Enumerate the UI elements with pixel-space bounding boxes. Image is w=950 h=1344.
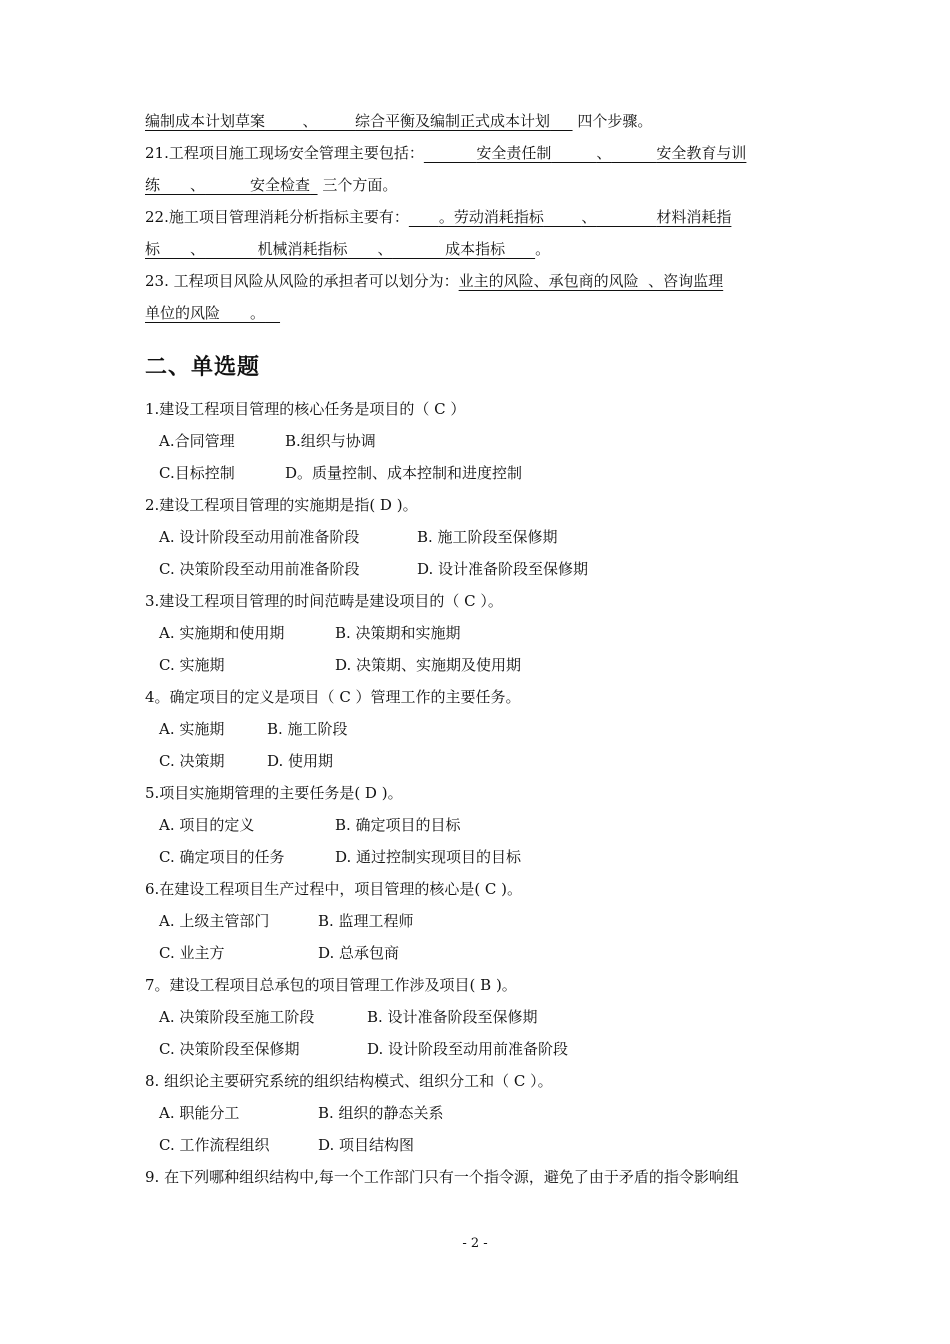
option-c: C. 工作流程组织 (159, 1136, 270, 1154)
question-stem: 4。确定项目的定义是项目（ C ）管理工作的主要任务。 (145, 688, 521, 706)
option-c: C. 决策阶段至动用前准备阶段 (159, 560, 360, 578)
option-c: C. 业主方 (159, 944, 225, 962)
option-c: C. 实施期 (159, 656, 225, 674)
option-d: D. 项目结构图 (318, 1136, 415, 1154)
option-c: C. 决策阶段至保修期 (159, 1040, 300, 1058)
blank: 材料消耗指 (656, 208, 732, 226)
option-d: D. 通过控制实现项目的目标 (335, 848, 522, 866)
option-d: D. 决策期、实施期及使用期 (335, 656, 522, 674)
blank: 综合平衡及编制正式成本计划 (355, 112, 551, 130)
option-d: D. 总承包商 (318, 944, 400, 962)
option-b: B. 决策期和实施期 (335, 624, 461, 642)
option-a: A. 职能分工 (159, 1104, 240, 1122)
option-d: D。质量控制、成本控制和进度控制 (285, 464, 523, 482)
question-stem: 3.建设工程项目管理的时间范畴是建设项目的（ C ）。 (145, 592, 503, 610)
option-d: D. 设计准备阶段至保修期 (417, 560, 589, 578)
option-b: B. 确定项目的目标 (335, 816, 461, 834)
option-a: A. 实施期 (159, 720, 225, 738)
option-b: B. 组织的静态关系 (318, 1104, 444, 1122)
option-c: C.目标控制 (159, 464, 235, 482)
option-b: B. 施工阶段至保修期 (417, 528, 558, 546)
q20-tail: 编制成本计划草案 、 综合平衡及编制正式成本计划 四个步骤。 (145, 112, 653, 130)
blank: 安全教育与训 (656, 144, 747, 162)
option-c: C. 决策期 (159, 752, 225, 770)
question-stem: 9. 在下列哪种组织结构中,每一个工作部门只有一个指令源，避免了由于矛盾的指令影响组 (145, 1168, 739, 1186)
question-stem: 1.建设工程项目管理的核心任务是项目的（ C ） (145, 400, 466, 418)
question-stem: 6.在建设工程项目生产过程中，项目管理的核心是( C )。 (145, 880, 523, 898)
question-stem: 8. 组织论主要研究系统的组织结构模式、组织分工和（ C ）。 (145, 1072, 553, 1090)
blank: 成本指标 (445, 240, 506, 258)
option-c: C. 确定项目的任务 (159, 848, 285, 866)
option-b: B. 设计准备阶段至保修期 (367, 1008, 538, 1026)
q23-line2: 单位的风险 。 (145, 304, 266, 322)
option-b: B. 施工阶段 (267, 720, 348, 738)
option-d: D. 设计阶段至动用前准备阶段 (367, 1040, 569, 1058)
blank: 业主的风险、承包商的风险 、咨询监理 (458, 272, 724, 290)
section-title: 二、单选题 (145, 355, 261, 380)
option-a: A. 决策阶段至施工阶段 (159, 1008, 315, 1026)
blank: 编制成本计划草案 (145, 112, 266, 130)
blank: 机械消耗指标 (257, 240, 348, 258)
option-a: A. 设计阶段至动用前准备阶段 (159, 528, 360, 546)
option-a: A. 项目的定义 (159, 816, 255, 834)
option-d: D. 使用期 (267, 752, 334, 770)
q21-line1: 21.工程项目施工现场安全管理主要包括： 安全责任制 、 安全教育与训 (145, 144, 747, 162)
page-number: - 2 - (462, 1236, 488, 1251)
question-stem: 5.项目实施期管理的主要任务是( D )。 (145, 784, 403, 802)
question-stem: 2.建设工程项目管理的实施期是指( D )。 (145, 496, 418, 514)
option-a: A.合同管理 (159, 432, 235, 450)
blank: 安全检查 (250, 176, 311, 194)
q22-line2: 标 、 机械消耗指标 、 成本指标 。 (145, 240, 551, 258)
option-a: A. 实施期和使用期 (159, 624, 285, 642)
question-stem: 7。建设工程项目总承包的项目管理工作涉及项目( B )。 (145, 976, 517, 994)
blank: 单位的风险 (145, 304, 221, 322)
blank: 。劳动消耗指标 (438, 208, 544, 226)
q21-line2: 练 、 安全检查 三个方面。 (145, 176, 398, 194)
option-b: B.组织与协调 (285, 432, 376, 450)
option-b: B. 监理工程师 (318, 912, 414, 930)
q23-line1: 23. 工程项目风险从风险的承担者可以划分为：业主的风险、承包商的风险 、咨询监理 (145, 272, 724, 290)
blank: 安全责任制 (476, 144, 552, 162)
q22-line1: 22.施工项目管理消耗分析指标主要有： 。劳动消耗指标 、 材料消耗指 (145, 208, 732, 226)
option-a: A. 上级主管部门 (159, 912, 270, 930)
